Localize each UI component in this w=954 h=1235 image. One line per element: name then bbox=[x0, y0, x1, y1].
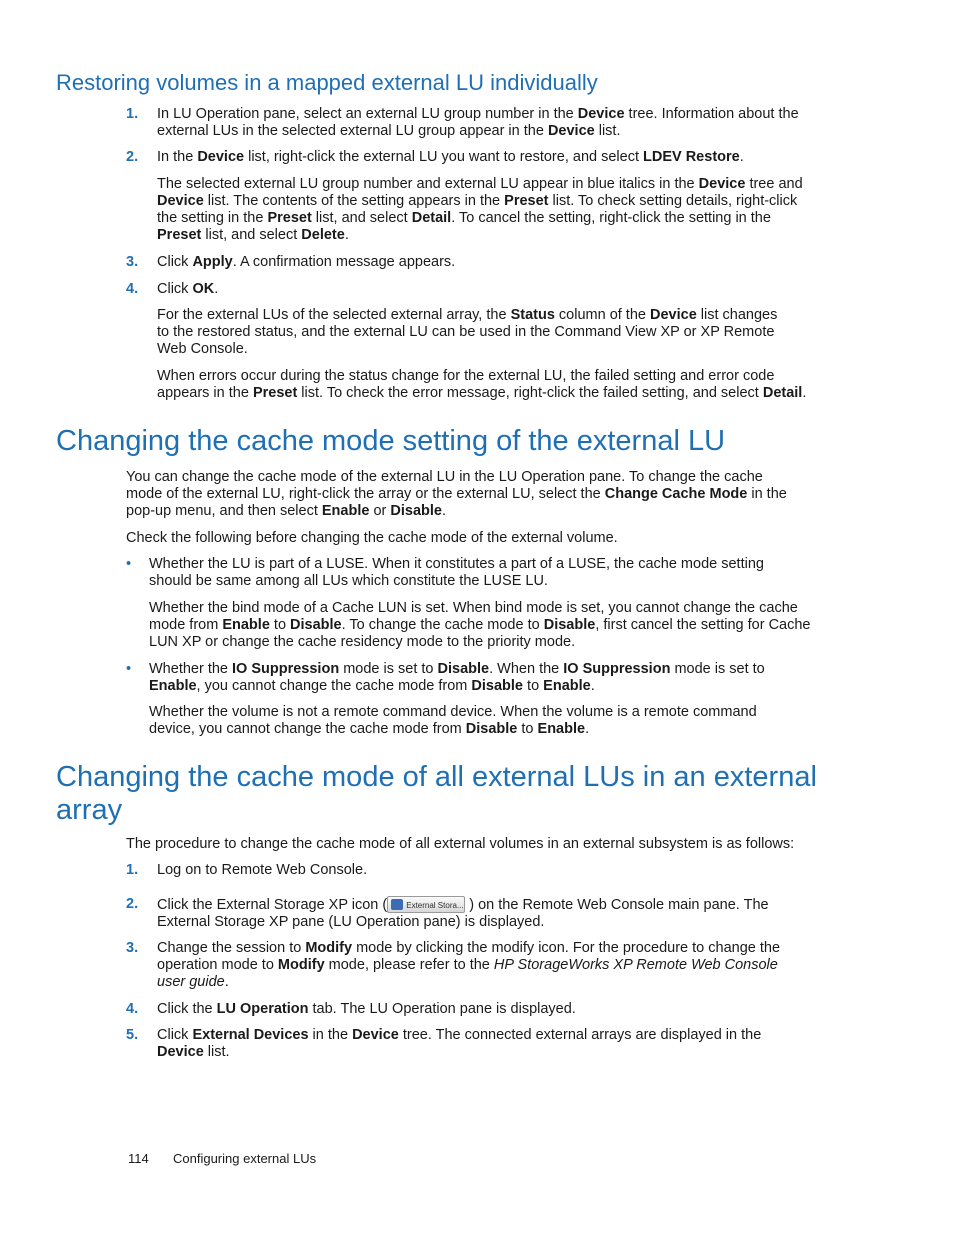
ui-term: Disable bbox=[390, 503, 442, 519]
text-line: Change the session to Modify mode by clicking the modify icon. For the procedure to change the bbox=[157, 940, 781, 956]
text-line: For the external LUs of the selected external array, the Status column of the Device list changes bbox=[157, 307, 778, 323]
text-line: LUN XP or change the cache residency mode to the priority mode. bbox=[149, 634, 576, 650]
ui-term: Disable bbox=[437, 661, 490, 677]
bullet-text bbox=[149, 661, 765, 695]
text-line: to the restored status, and the external LU can be used in the Command View XP or XP Remote bbox=[157, 324, 775, 340]
ui-term: Preset bbox=[157, 227, 202, 243]
ui-term: IO Suppression bbox=[563, 661, 671, 677]
text-line: appears in the Preset list. To check the error message, right-click the failed setting, and select Detail. bbox=[157, 385, 807, 401]
storage-icon bbox=[391, 899, 403, 910]
ui-term: IO Suppression bbox=[232, 661, 340, 677]
paragraph bbox=[126, 469, 787, 520]
text-line: When errors occur during the status change for the external LU, the failed setting and error code bbox=[157, 368, 775, 384]
ui-term: Status bbox=[510, 307, 555, 323]
ui-term: Enable bbox=[149, 678, 197, 694]
text-line: The procedure to change the cache mode of all external volumes in an external subsystem is as follows: bbox=[126, 836, 795, 852]
text-line: External Storage XP pane (LU Operation pane) is displayed. bbox=[157, 914, 545, 930]
text-line: Click OK. bbox=[157, 281, 219, 297]
text-line: should be same among all LUs which constitute the LUSE LU. bbox=[149, 573, 548, 589]
ui-term: Device bbox=[577, 106, 625, 122]
text-line: mode of the external LU, right-click the array or the external LU, select the Change Cache Mode in the bbox=[126, 486, 787, 502]
text-line: external LUs in the selected external LU group appear in the Device list. bbox=[157, 123, 621, 139]
step-text bbox=[157, 862, 367, 879]
ui-term: Disable bbox=[543, 617, 596, 633]
ui-term: Apply bbox=[192, 254, 233, 270]
ui-term: Disable bbox=[465, 721, 518, 737]
ui-term: Device bbox=[157, 1044, 204, 1060]
step-number: 5. bbox=[126, 1027, 139, 1043]
text-line: operation mode to Modify mode, please refer to the HP StorageWorks XP Remote Web Console bbox=[157, 957, 778, 973]
ui-term: Delete bbox=[301, 227, 345, 243]
text-line: Whether the LU is part of a LUSE. When it constitutes a part of a LUSE, the cache mode setting bbox=[149, 556, 764, 572]
text-line: The selected external LU group number and external LU appear in blue italics in the Device tree and bbox=[157, 176, 803, 192]
step-number: 1. bbox=[126, 862, 139, 878]
text-line: Enable, you cannot change the cache mode from Disable to Enable. bbox=[149, 678, 595, 694]
step-number: 2. bbox=[126, 896, 139, 912]
text-line: Log on to Remote Web Console. bbox=[157, 862, 368, 878]
text-line: Click the LU Operation tab. The LU Operation pane is displayed. bbox=[157, 1001, 576, 1017]
ui-term: Detail bbox=[762, 385, 803, 401]
heading-line: Changing the cache mode of all external LUs in an external bbox=[56, 761, 817, 793]
external-storage-xp-icon bbox=[387, 896, 465, 913]
text-line: Device list. The contents of the setting appears in the Preset list. To check setting details, right-click bbox=[157, 193, 798, 209]
text-line: In LU Operation pane, select an external LU group number in the Device tree. Information about the bbox=[157, 106, 799, 122]
step-text bbox=[157, 281, 218, 298]
doc-reference: HP StorageWorks XP Remote Web Console bbox=[493, 957, 778, 973]
step-text bbox=[157, 940, 780, 991]
ui-term: Modify bbox=[277, 957, 325, 973]
ui-term: Enable bbox=[537, 721, 586, 737]
section-heading-cache-mode-all-lus bbox=[56, 761, 886, 827]
section-heading-cache-mode-setting: Changing the cache mode setting of the external LU bbox=[56, 425, 726, 457]
ui-term: Device bbox=[197, 149, 245, 165]
step-text bbox=[157, 149, 744, 166]
ui-term: Preset bbox=[504, 193, 549, 209]
ui-term: External Devices bbox=[192, 1027, 309, 1043]
text-line: user guide. bbox=[157, 974, 229, 990]
ui-term: Device bbox=[650, 307, 697, 323]
ui-term: LDEV Restore bbox=[643, 149, 740, 165]
ui-term: Disable bbox=[290, 617, 342, 633]
text-line: Click the External Storage XP icon ( External Stora... ) on the Remote Web Console main pane. The bbox=[157, 897, 769, 913]
ui-term: Device bbox=[698, 176, 746, 192]
step-number: 3. bbox=[126, 254, 139, 270]
ui-term: Enable bbox=[321, 503, 370, 519]
text-line: You can change the cache mode of the external LU in the LU Operation pane. To change the cache bbox=[126, 469, 763, 485]
text-line: Click External Devices in the Device tree. The connected external arrays are displayed in the bbox=[157, 1027, 762, 1043]
text-line: device, you cannot change the cache mode from Disable to Enable. bbox=[149, 721, 590, 737]
text-line: Whether the IO Suppression mode is set to Disable. When the IO Suppression mode is set to bbox=[149, 661, 765, 677]
ui-term: Device bbox=[157, 193, 204, 209]
text-line: mode from Enable to Disable. To change the cache mode to Disable, first cancel the setting for Cache bbox=[149, 617, 811, 633]
text-line: the setting in the Preset list, and select Detail. To cancel the setting, right-click the setting in the bbox=[157, 210, 771, 226]
step-number: 4. bbox=[126, 281, 139, 297]
bullet-note bbox=[149, 600, 811, 651]
text-line: Device list. bbox=[157, 1044, 230, 1060]
doc-reference: user guide bbox=[157, 974, 225, 990]
step-text bbox=[157, 1001, 576, 1018]
step-text bbox=[157, 1027, 761, 1061]
step-number: 3. bbox=[126, 940, 139, 956]
text-line: Web Console. bbox=[157, 341, 248, 357]
step-note bbox=[157, 307, 777, 358]
ui-term: Enable bbox=[222, 617, 270, 633]
step-text bbox=[157, 254, 455, 271]
ui-term: Detail bbox=[411, 210, 452, 226]
ui-term: Preset bbox=[267, 210, 312, 226]
ui-term: Enable bbox=[543, 678, 591, 694]
page-number: 114 bbox=[128, 1151, 149, 1166]
text-line: Preset list, and select Delete. bbox=[157, 227, 349, 243]
bullet-text bbox=[149, 556, 764, 590]
step-number: 2. bbox=[126, 149, 139, 165]
text-line: In the Device list, right-click the external LU you want to restore, and select LDEV Restore. bbox=[157, 149, 744, 165]
ui-term: Device bbox=[352, 1027, 399, 1043]
paragraph bbox=[126, 836, 794, 853]
step-text bbox=[157, 106, 799, 140]
step-text bbox=[157, 896, 769, 931]
step-number: 1. bbox=[126, 106, 139, 122]
footer-section-title: Configuring external LUs bbox=[173, 1151, 317, 1166]
icon-label: External Stora... bbox=[406, 901, 464, 910]
heading-line: array bbox=[56, 794, 123, 826]
step-note bbox=[157, 176, 803, 244]
step-note bbox=[157, 368, 806, 402]
text-line: Click Apply. A confirmation message appears. bbox=[157, 254, 456, 270]
text-line: Whether the bind mode of a Cache LUN is set. When bind mode is set, you cannot change the cache bbox=[149, 600, 798, 616]
paragraph bbox=[126, 530, 618, 547]
text-line: Whether the volume is not a remote command device. When the volume is a remote command bbox=[149, 704, 757, 720]
ui-term: Change Cache Mode bbox=[604, 486, 748, 502]
ui-term: OK bbox=[192, 281, 215, 297]
ui-term: Device bbox=[547, 123, 595, 139]
ui-term: Modify bbox=[305, 940, 353, 956]
text-line: Check the following before changing the cache mode of the external volume. bbox=[126, 530, 618, 546]
section-heading-restoring-volumes: Restoring volumes in a mapped external LU individually bbox=[56, 70, 598, 95]
step-number: 4. bbox=[126, 1001, 139, 1017]
bullet-note bbox=[149, 704, 757, 738]
text-line: pop-up menu, and then select Enable or Disable. bbox=[126, 503, 447, 519]
ui-term: Disable bbox=[471, 678, 524, 694]
ui-term: Preset bbox=[252, 385, 298, 401]
bullet-marker: • bbox=[126, 556, 132, 572]
ui-term: LU Operation bbox=[216, 1001, 309, 1017]
bullet-marker: • bbox=[126, 661, 132, 677]
